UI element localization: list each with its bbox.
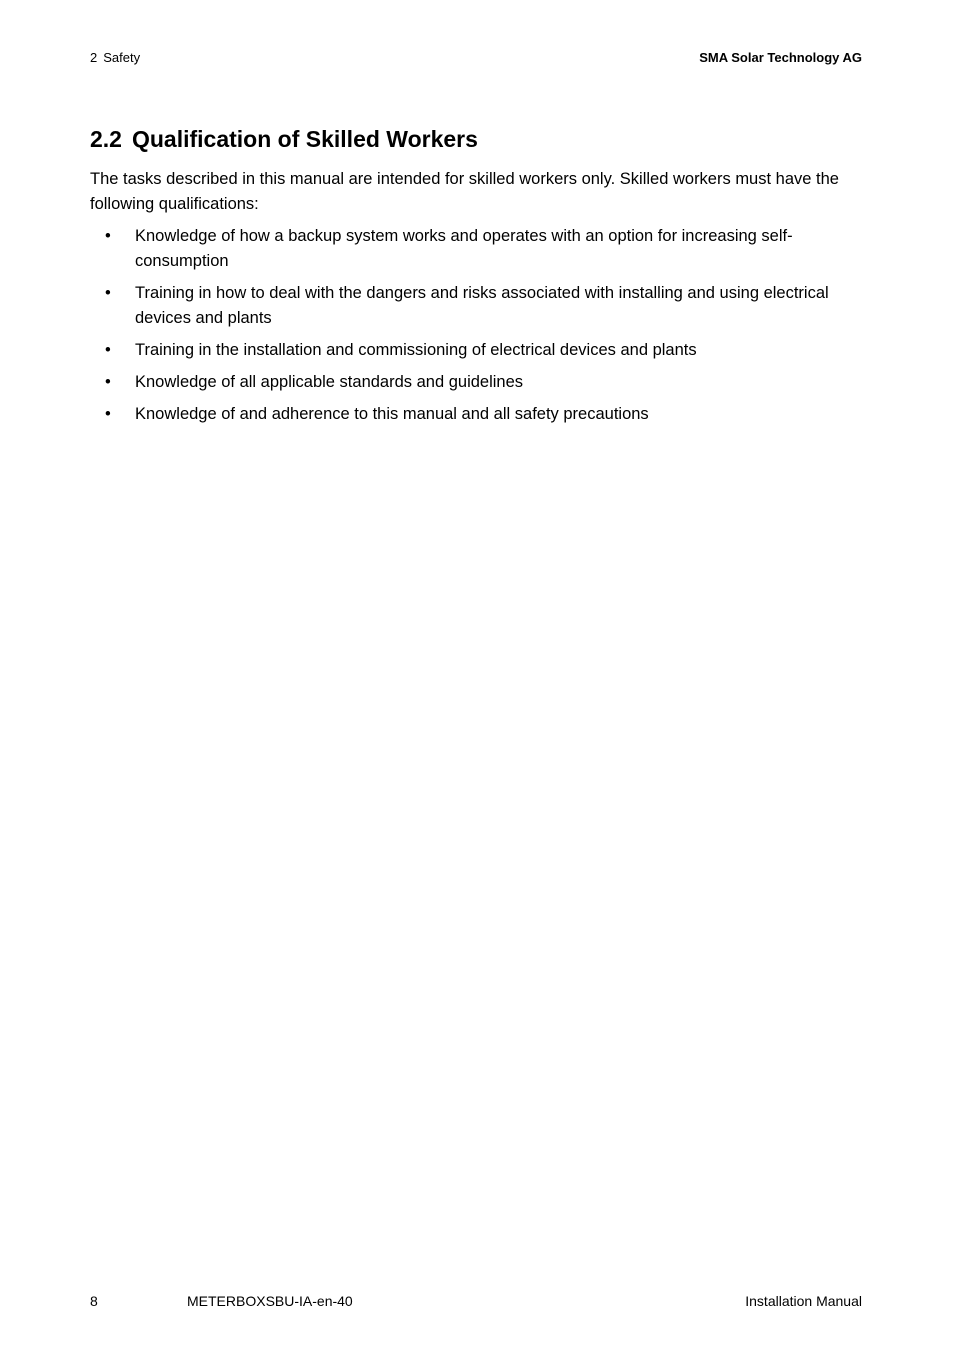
bullet-icon: •	[105, 373, 111, 391]
chapter-number: 2	[90, 50, 98, 65]
bullet-icon: •	[105, 227, 111, 245]
list-item	[90, 281, 865, 331]
section-title: Qualification of Skilled Workers	[131, 126, 478, 152]
page-number: 8	[90, 1293, 98, 1309]
list-item	[90, 370, 865, 395]
list-item	[90, 224, 865, 274]
document-type: Installation Manual	[745, 1293, 862, 1309]
section-number: 2.2	[90, 126, 122, 152]
list-item-text: Training in how to deal with the dangers and risks associated with installing and using electrical devices and plants	[135, 284, 829, 327]
intro-paragraph: The tasks described in this manual are intended for skilled workers only. Skilled workers must have the following qualifications:	[90, 170, 839, 213]
bullet-icon: •	[105, 405, 111, 423]
document-code: METERBOXSBU-IA-en-40	[187, 1293, 353, 1309]
bullet-icon: •	[105, 341, 111, 359]
list-item	[90, 338, 865, 363]
qualification-list	[90, 224, 865, 434]
running-header-chapter	[90, 50, 140, 66]
list-item	[90, 402, 865, 427]
chapter-title: Safety	[103, 50, 141, 65]
list-item-text: Knowledge of how a backup system works and operates with an option for increasing self-consumption	[135, 227, 793, 270]
section-heading	[90, 124, 478, 154]
bullet-icon: •	[105, 284, 111, 302]
running-header-company: SMA Solar Technology AG	[699, 50, 862, 65]
list-item-text: Knowledge of and adherence to this manual and all safety precautions	[135, 405, 649, 423]
list-item-text: Knowledge of all applicable standards and guidelines	[135, 373, 524, 391]
list-item-text: Training in the installation and commissioning of electrical devices and plants	[135, 341, 697, 359]
